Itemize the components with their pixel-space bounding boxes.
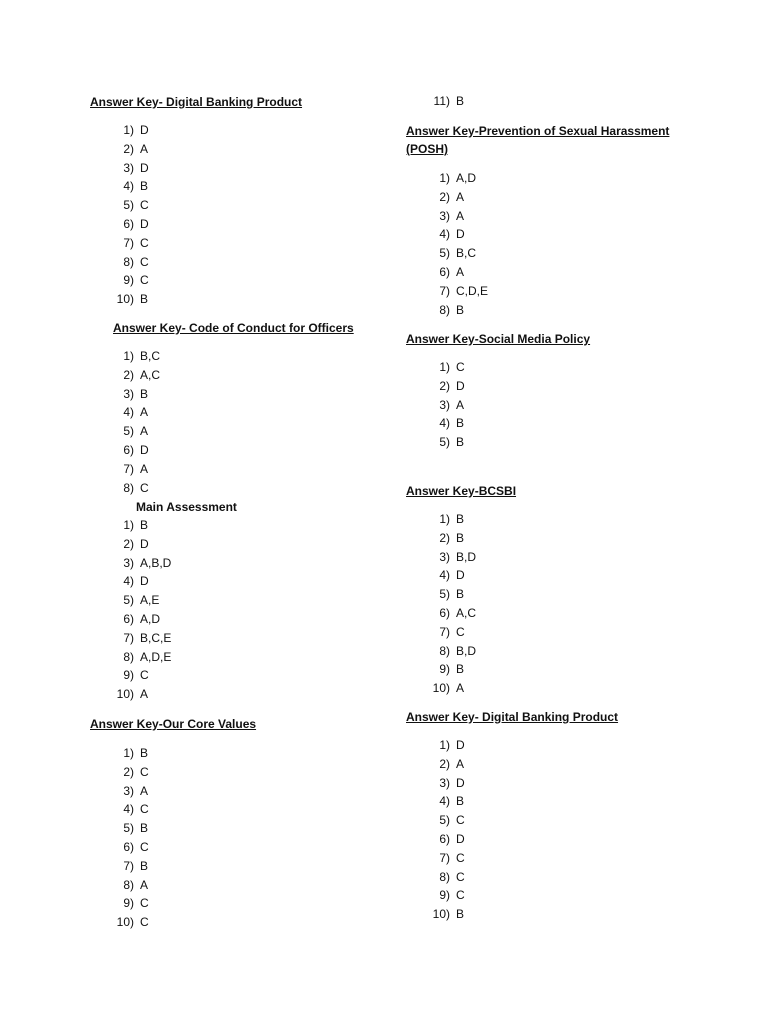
heading-digital-banking-2: Answer Key- Digital Banking Product [406,710,619,724]
question-number: 8) [123,254,134,269]
answer-value: C [456,624,465,639]
answer-value: B [140,292,149,307]
question-number: 5) [123,424,134,439]
answer-value: B [140,858,149,873]
answer-value: A [140,405,149,420]
question-number: 6) [123,839,134,854]
answer-value: D [456,831,465,846]
question-number: 4) [123,802,134,817]
question-number: 5) [123,198,134,213]
answer-value: D [456,775,465,790]
question-number: 9) [439,662,450,677]
question-number: 8) [439,302,450,317]
answer-value: B,C [140,349,161,363]
question-number: 7) [439,850,450,865]
question-number: 10) [432,681,450,696]
question-number: 5) [123,821,134,836]
question-number: 2) [123,536,134,551]
question-number: 3) [123,783,134,798]
question-number: 1) [439,738,450,752]
answer-value: B,D [456,549,477,564]
answer-value: A,D [140,611,161,626]
answer-value: C [456,869,465,884]
question-number: 3) [123,386,134,401]
answer-value: D [140,216,149,231]
question-number: 6) [123,611,134,626]
heading-digital-banking-1: Answer Key- Digital Banking Product [90,95,303,109]
answer-value: D [140,123,149,137]
answer-value: A [140,687,149,702]
question-number: 1) [439,171,450,185]
answer-value: C [140,273,149,288]
question-number: 1) [439,360,450,374]
question-number: 4) [439,794,450,809]
answer-value: A,C [456,605,477,620]
heading-posh [406,122,669,158]
question-number: 3) [123,555,134,570]
answer-value: B [140,746,149,760]
answer-value: B [456,907,465,922]
answer-value: C [140,839,149,854]
question-number: 8) [439,643,450,658]
question-number: 1) [123,746,134,760]
answer-value: A,B,D [140,555,172,570]
answer-value: A [140,424,149,439]
question-number: 4) [439,227,450,242]
answer-value: C [140,480,149,495]
question-number: 1) [123,349,134,363]
answer-value: A [456,756,465,771]
question-number: 2) [123,764,134,779]
question-number: 2) [439,189,450,204]
question-number: 3) [123,160,134,175]
question-number: 8) [123,649,134,664]
answer-value: C [140,896,149,911]
answer-value: B [456,662,465,677]
answer-value: A [140,783,149,798]
question-number: 7) [439,283,450,298]
answer-value: A,D [456,171,477,185]
answer-value: B,D [456,643,477,658]
question-number: 4) [123,405,134,420]
question-number: 10) [116,687,134,702]
answer-value: D [140,160,149,175]
answer-value: A,C [140,367,161,382]
answer-value: D [140,574,149,589]
answer-value: D [140,536,149,551]
answer-value: C [140,198,149,213]
question-number: 8) [123,480,134,495]
heading-social-media: Answer Key-Social Media Policy [406,332,591,346]
question-number: 9) [123,896,134,911]
question-number: 4) [439,568,450,583]
question-number: 7) [123,461,134,476]
answer-value: B [140,518,149,532]
question-number: 1) [123,518,134,532]
answer-value: B,C,E [140,630,172,645]
question-number: 7) [123,235,134,250]
answer-value: C [456,850,465,865]
question-number: 3) [439,397,450,412]
question-number: 10) [116,915,134,930]
answer-value: C [456,888,465,903]
heading-core-values: Answer Key-Our Core Values [90,717,257,731]
heading-posh-line1: Answer Key-Prevention of Sexual Harassment [406,124,670,138]
answer-value: B [456,587,465,602]
answer-value: B [140,179,149,194]
question-number: 7) [123,630,134,645]
answer-value: C [456,360,465,374]
answer-value: B [456,530,465,545]
answer-value: A [456,264,465,279]
question-number: 5) [439,435,450,450]
answer-value: A [140,461,149,476]
question-number: 3) [439,775,450,790]
answer-value: B,C [456,246,477,261]
answer-value: B [456,302,465,317]
question-number: 6) [123,442,134,457]
heading-bcsbi: Answer Key-BCSBI [406,484,517,498]
answer-value: A,D,E [140,649,172,664]
question-number: 5) [439,246,450,261]
question-number: 9) [439,888,450,903]
heading-main-assessment: Main Assessment [136,500,237,514]
question-number: 6) [123,216,134,231]
question-number: 5) [123,593,134,608]
answer-value: C [140,668,149,683]
question-number: 8) [123,877,134,892]
question-number: 3) [439,549,450,564]
answer-value: D [456,227,465,242]
answer-value: A [140,877,149,892]
answer-value: A [456,189,465,204]
answer-value: B [456,512,465,526]
question-number: 4) [123,574,134,589]
answer-value: C,D,E [456,283,489,298]
question-number: 2) [439,530,450,545]
answer-value: C [140,915,149,930]
question-number: 6) [439,605,450,620]
question-number: 1) [123,123,134,137]
answer-value: C [140,235,149,250]
question-number: 6) [439,264,450,279]
heading-posh-line2: (POSH) [406,142,448,156]
answer-value: A,E [140,593,160,608]
answer-value: A [456,681,465,696]
question-number: 8) [439,869,450,884]
answer-value: C [140,254,149,269]
question-number: 11) [433,94,450,108]
question-number: 10) [116,292,134,307]
answer-value: C [140,802,149,817]
answer-value: C [140,764,149,779]
answer-value: D [140,442,149,457]
heading-code-of-conduct: Answer Key- Code of Conduct for Officers [113,321,354,335]
answer-value: B [456,94,465,108]
answer-value: B [456,794,465,809]
answer-value: C [456,813,465,828]
question-number: 3) [439,208,450,223]
question-number: 2) [123,141,134,156]
answer-value: B [456,435,465,450]
answer-value: D [456,568,465,583]
question-number: 4) [439,416,450,431]
answer-value: A [456,208,465,223]
question-number: 2) [439,756,450,771]
question-number: 4) [123,179,134,194]
question-number: 6) [439,831,450,846]
question-number: 7) [439,624,450,639]
answer-value: D [456,738,465,752]
question-number: 2) [439,378,450,393]
answer-value: A [456,397,465,412]
answer-value: A [140,141,149,156]
question-number: 1) [439,512,450,526]
question-number: 5) [439,813,450,828]
question-number: 2) [123,367,134,382]
answer-value: B [456,416,465,431]
answer-value: D [456,378,465,393]
answer-value: B [140,386,149,401]
answer-value: B [140,821,149,836]
question-number: 10) [432,907,450,922]
question-number: 7) [123,858,134,873]
question-number: 9) [123,273,134,288]
question-number: 9) [123,668,134,683]
question-number: 5) [439,587,450,602]
